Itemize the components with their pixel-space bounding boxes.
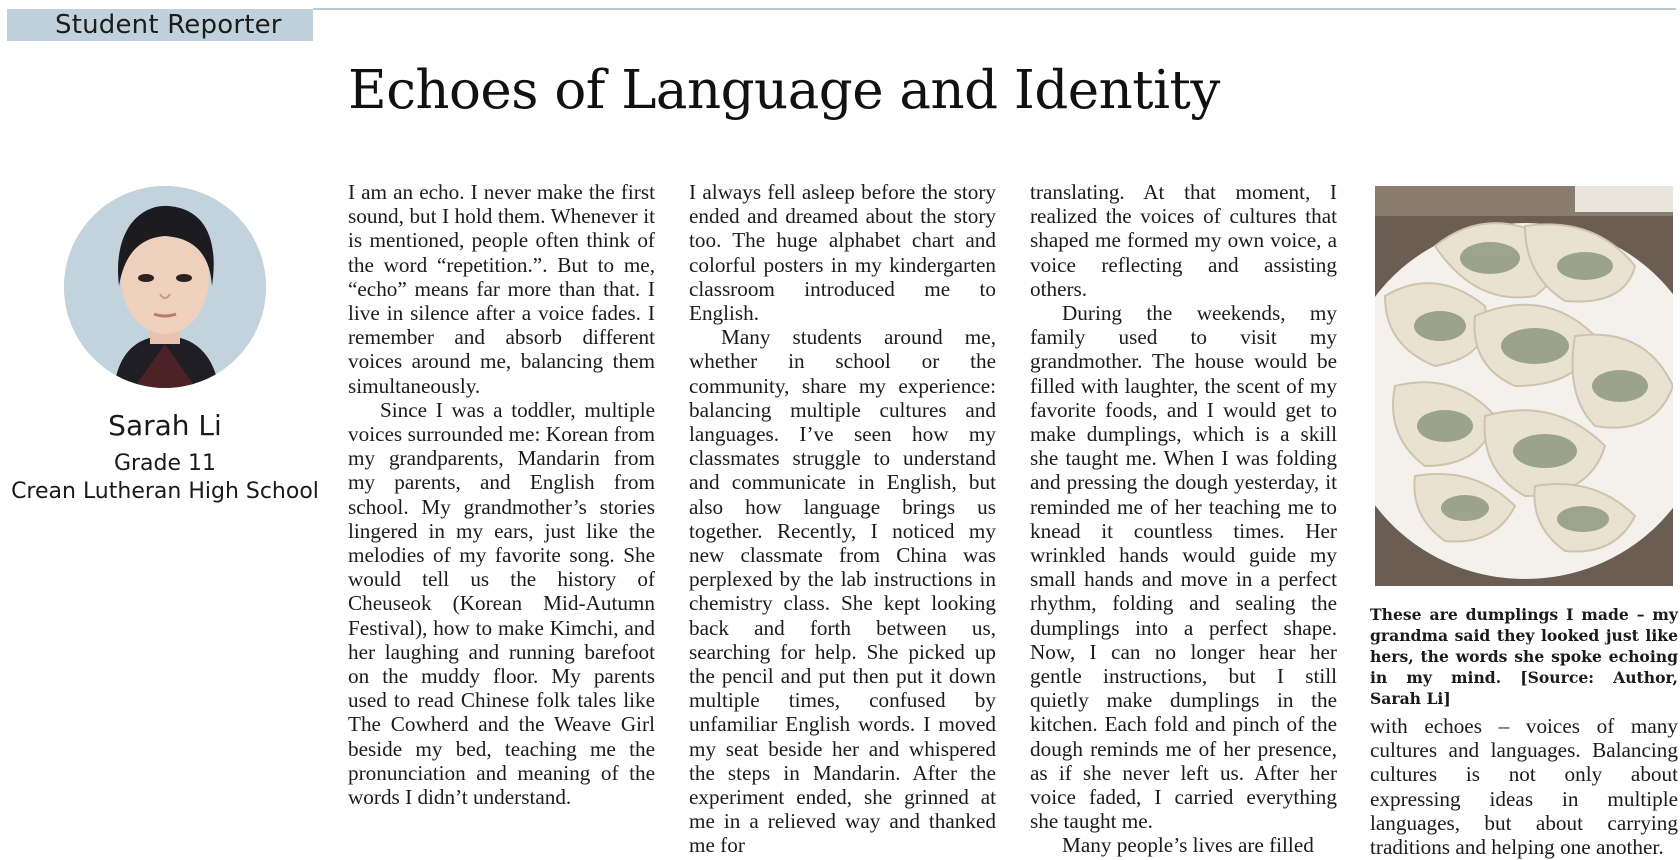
article-paragraph: Since I was a toddler, multiple voices surrounded me: Korean from my grandparents, Mandarin from my parents, and English from school. My grandmother’s stories lingered in my ears, just like the melodies of my favorite song. She would tell us the history of Cheuseok (Korean Mid-Autumn Festival), how to make Kimchi, and her laughing and running barefoot on the muddy floor. My parents used to read Chinese folk tales like The Cowherd and the Weave Girl beside my bed, teaching me the pronunciation and meaning of the words I didn’t understand.	[348, 397, 655, 810]
dumplings-plate-image	[1375, 186, 1673, 586]
article-paragraph: I always fell asleep before the story ended and dreamed about the story too. The huge alphabet chart and colorful posters in my kindergarten classroom introduced me to English.	[689, 180, 996, 326]
article-column-2	[689, 180, 996, 858]
author-portrait-illustration	[64, 186, 266, 388]
article-headline: Echoes of Language and Identity	[348, 60, 1220, 121]
article-paragraph: During the weekends, my family used to visit my grandmother. The house would be filled with laughter, the scent of my favorite foods, and I would get to make dumplings, which is a skill she taught me. When I was folding and pressing the dough yesterday, it reminded me of her teaching me to knead it countless times. Her wrinkled hands would guide my small hands and move in a perfect rhythm, folding and sealing the dumplings into a perfect shape. Now, I can no longer hear her gentle instructions, but I still quietly make dumplings in the kitchen. Each fold and pinch of the dough reminds me of her presence, as if she never left us. After her voice faded, I carried everything she taught me.	[1030, 301, 1337, 834]
author-name: Sarah Li	[108, 409, 222, 442]
article-column-1	[348, 180, 655, 809]
article-paragraph: with echoes – voices of many cultures and languages. Balancing cultures is not only about expressing ideas in multiple languages, but about carrying traditions and helping one another.	[1370, 714, 1678, 860]
article-paragraph: Many people’s lives are filled	[1062, 833, 1314, 858]
article-column-4	[1370, 714, 1678, 859]
article-paragraph: I am an echo. I never make the first sound, but I hold them. Whenever it is mentioned, people often think of the word “repetition.”. But to me, “echo” means far more than that. I live in silence after a voice fades. I remember and absorb different voices around me, balancing them simultaneously.	[348, 180, 655, 398]
author-grade: Grade 11	[113, 451, 217, 476]
author-block	[0, 186, 330, 506]
dumplings-photo	[1375, 186, 1673, 586]
article-paragraph: translating. At that moment, I realized the voices of cultures that shaped me formed my own voice, a voice reflecting and assisting others.	[1030, 180, 1337, 301]
section-label: Student Reporter	[7, 9, 313, 41]
author-school: Crean Lutheran High School	[11, 479, 319, 504]
article-paragraph: Many students around me, whether in school or the community, share my experience: balancing multiple cultures and languages. I’ve seen how my classmates struggle to understand and communicate in English, but also how language brings us together. Recently, I noticed my new classmate from China was perplexed by the lab instructions in chemistry class. She kept looking back and forth between us, searching for help. She picked up the pencil and put then put it down multiple times, confused by unfamiliar English words. I moved my seat beside her and whispered the steps in Mandarin. After the experiment ended, she grinned at me in a relieved way and thanked me for	[689, 325, 996, 858]
article-column-3	[1030, 180, 1337, 858]
author-avatar	[64, 186, 266, 388]
photo-caption: These are dumplings I made – my grandma said they looked just like hers, the words she spoke echoing in my mind. [Source: Author, Sarah Li]	[1370, 605, 1678, 708]
top-rule	[313, 8, 1676, 10]
